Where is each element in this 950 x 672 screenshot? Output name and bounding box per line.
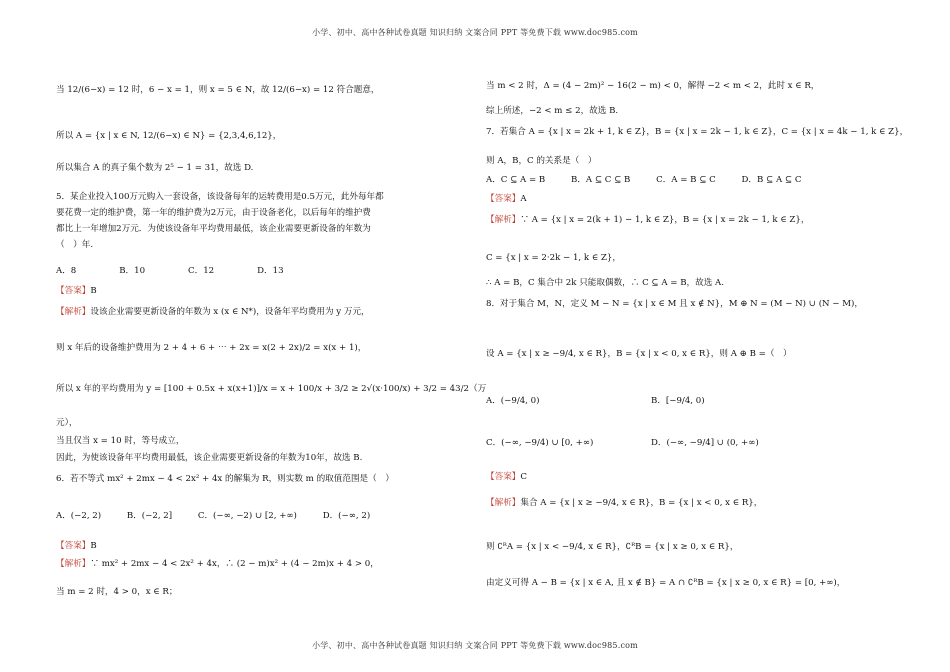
- text-line: [486, 437, 593, 449]
- line-text: B．[−9/4, 0): [651, 396, 705, 406]
- line-text: 6．若不等式 mx² + 2mx − 4 < 2x² + 4x 的解集为 R，则实数 m 的取值范围是（ ）: [56, 474, 394, 484]
- text-line: [56, 191, 384, 203]
- text-line: [486, 497, 762, 509]
- text-line: [56, 207, 371, 219]
- line-text: B: [90, 541, 97, 551]
- text-line: [486, 193, 527, 205]
- line-text: 因此，为使该设备年平均费用最低，该企业需要更新设备的年数为10年，故选 B.: [56, 453, 363, 463]
- text-line: [56, 306, 370, 318]
- section-tag: 【答案】: [56, 541, 91, 551]
- text-line: [56, 452, 362, 464]
- line-text: 所以集合 A 的真子集个数为 2⁵ − 1 = 31，故选 D.: [56, 163, 254, 173]
- line-text: 则 ∁ᴿA = {x | x < −9/4, x ∈ R}，∁ᴿB = {x | x ≥ 0, x ∈ R}，: [486, 542, 739, 552]
- text-line: [486, 105, 618, 117]
- text-line: [56, 417, 77, 429]
- line-text: A．8 B．10 C．12 D．13: [56, 266, 284, 276]
- line-text: 7．若集合 A = {x | x = 2k + 1, k ∈ Z}，B = {x | x = 2k − 1, k ∈ Z}，C = {x | x = 4k − 1, k ∈ Z}，: [486, 127, 909, 137]
- line-text: C: [520, 472, 527, 482]
- section-tag: 【解析】: [56, 559, 91, 569]
- text-line: [56, 285, 97, 297]
- text-line: [486, 395, 539, 407]
- line-text: B: [90, 286, 97, 296]
- line-text: 所以 x 年的平均费用为 y = [100 + 0.5x + x(x+1)]/x = x + 100/x + 3/2 ≥ 2√(x·100/x) + 3/2 = 43/2（万: [56, 384, 487, 394]
- text-line: [486, 214, 809, 226]
- text-line: [56, 162, 253, 174]
- line-text: 则 A，B，C 的关系是（ ）: [486, 156, 597, 166]
- section-tag: 【答案】: [56, 286, 91, 296]
- section-tag: 【答案】: [486, 472, 521, 482]
- section-tag: 【解析】: [486, 215, 521, 225]
- text-line: [56, 265, 284, 277]
- page-footer: 小学、初中、高中各种试卷真题 知识归纳 文案合同 PPT 等免费下载 www.doc985.com: [312, 641, 638, 650]
- text-line: [651, 395, 705, 407]
- line-text: 当且仅当 x = 10 时，等号成立，: [56, 436, 185, 446]
- line-text: 则 x 年后的设备维护费用为 2 + 4 + 6 + ⋯ + 2x = x(2 + 2x)/2 = x(x + 1)，: [56, 343, 367, 353]
- line-text: 当 m < 2 时，Δ = (4 − 2m)² − 16(2 − m) < 0，解得 −2 < m < 2，此时 x ∈ R，: [486, 81, 820, 91]
- line-text: 当 12/(6−x) = 12 时，6 − x = 1，则 x = 5 ∈ N，故 12/(6−x) = 12 符合题意，: [56, 85, 380, 95]
- text-line: [56, 435, 184, 447]
- text-line: [486, 155, 597, 167]
- text-line: [56, 510, 370, 522]
- text-line: [486, 577, 845, 589]
- text-line: [486, 277, 724, 289]
- text-line: [56, 223, 371, 235]
- line-text: A．C ⊆ A = B B．A ⊆ C ⊆ B C．A = B ⊆ C D．B ⊆ A ⊆ C: [486, 175, 802, 185]
- page-header: 小学、初中、高中各种试卷真题 知识归纳 文案合同 PPT 等免费下载 www.doc985.com: [312, 28, 638, 37]
- text-line: [56, 473, 394, 485]
- section-tag: 【解析】: [486, 498, 521, 508]
- line-text: 元），: [56, 418, 78, 428]
- line-text: ∵ mx² + 2mx − 4 < 2x² + 4x，∴ (2 − m)x² + (4 − 2m)x + 4 > 0，: [90, 559, 379, 569]
- line-text: A．(−2, 2) B．(−2, 2] C．(−∞, −2) ∪ [2, +∞) D．(−∞, 2): [56, 511, 371, 521]
- text-line: [56, 130, 281, 142]
- text-line: [486, 298, 863, 310]
- text-line: [56, 239, 93, 251]
- text-line: [486, 348, 792, 360]
- line-text: 当 m = 2 时，4 > 0，x ∈ R；: [56, 587, 178, 597]
- text-line: [56, 586, 177, 598]
- line-text: 由定义可得 A − B = {x | x ∈ A, 且 x ∉ B} = A ∩ ∁ᴿB = {x | x ≥ 0, x ∈ R} = [0, +∞)，: [486, 578, 846, 588]
- text-line: [486, 80, 819, 92]
- line-text: 8．对于集合 M，N，定义 M − N = {x | x ∈ M 且 x ∉ N}，M ⊕ N = (M − N) ∪ (N − M)，: [486, 299, 863, 309]
- line-text: ∵ A = {x | x = 2(k + 1) − 1, k ∈ Z}，B = {x | x = 2k − 1, k ∈ Z}，: [520, 215, 810, 225]
- text-line: [486, 252, 621, 264]
- text-line: [56, 540, 97, 552]
- section-tag: 【解析】: [56, 307, 91, 317]
- line-text: （ ）年.: [56, 240, 94, 250]
- line-text: 所以 A = {x | x ∈ N, 12/(6−x) ∈ N} = {2,3,4,6,12}，: [56, 131, 282, 141]
- text-line: [56, 383, 486, 395]
- text-line: [56, 342, 366, 354]
- text-line: [486, 471, 527, 483]
- line-text: 要花费一定的维护费，第一年的维护费为2万元，由于设备老化，以后每年的维护费: [56, 208, 371, 218]
- text-line: [486, 174, 801, 186]
- line-text: 综上所述，−2 < m ≤ 2，故选 B.: [486, 106, 619, 116]
- line-text: A．(−9/4, 0): [486, 396, 540, 406]
- line-text: D．(−∞, −9/4] ∪ (0, +∞): [651, 438, 759, 448]
- line-text: 5．某企业投入100万元购入一套设备，该设备每年的运转费用是0.5万元，此外每年都: [56, 192, 384, 202]
- line-text: A: [520, 194, 527, 204]
- text-line: [486, 541, 738, 553]
- section-tag: 【答案】: [486, 194, 521, 204]
- line-text: ∴ A = B，C 集合中 2k 只能取偶数，∴ C ⊆ A = B，故选 A.: [486, 278, 724, 288]
- line-text: 都比上一年增加2万元．为使该设备年平均费用最低，该企业需要更新设备的年数为: [56, 224, 371, 234]
- line-text: 设该企业需要更新设备的年数为 x (x ∈ N*)，设备年平均费用为 y 万元，: [90, 307, 370, 317]
- text-line: [486, 126, 908, 138]
- text-line: [56, 558, 379, 570]
- text-line: [56, 84, 380, 96]
- line-text: 设 A = {x | x ≥ −9/4, x ∈ R}，B = {x | x < 0, x ∈ R}，则 A ⊕ B =（ ）: [486, 349, 792, 359]
- line-text: C = {x | x = 2·2k − 1, k ∈ Z}，: [486, 253, 621, 263]
- line-text: C．(−∞, −9/4) ∪ [0, +∞): [486, 438, 594, 448]
- line-text: 集合 A = {x | x ≥ −9/4, x ∈ R}，B = {x | x < 0, x ∈ R}，: [520, 498, 763, 508]
- text-line: [651, 437, 759, 449]
